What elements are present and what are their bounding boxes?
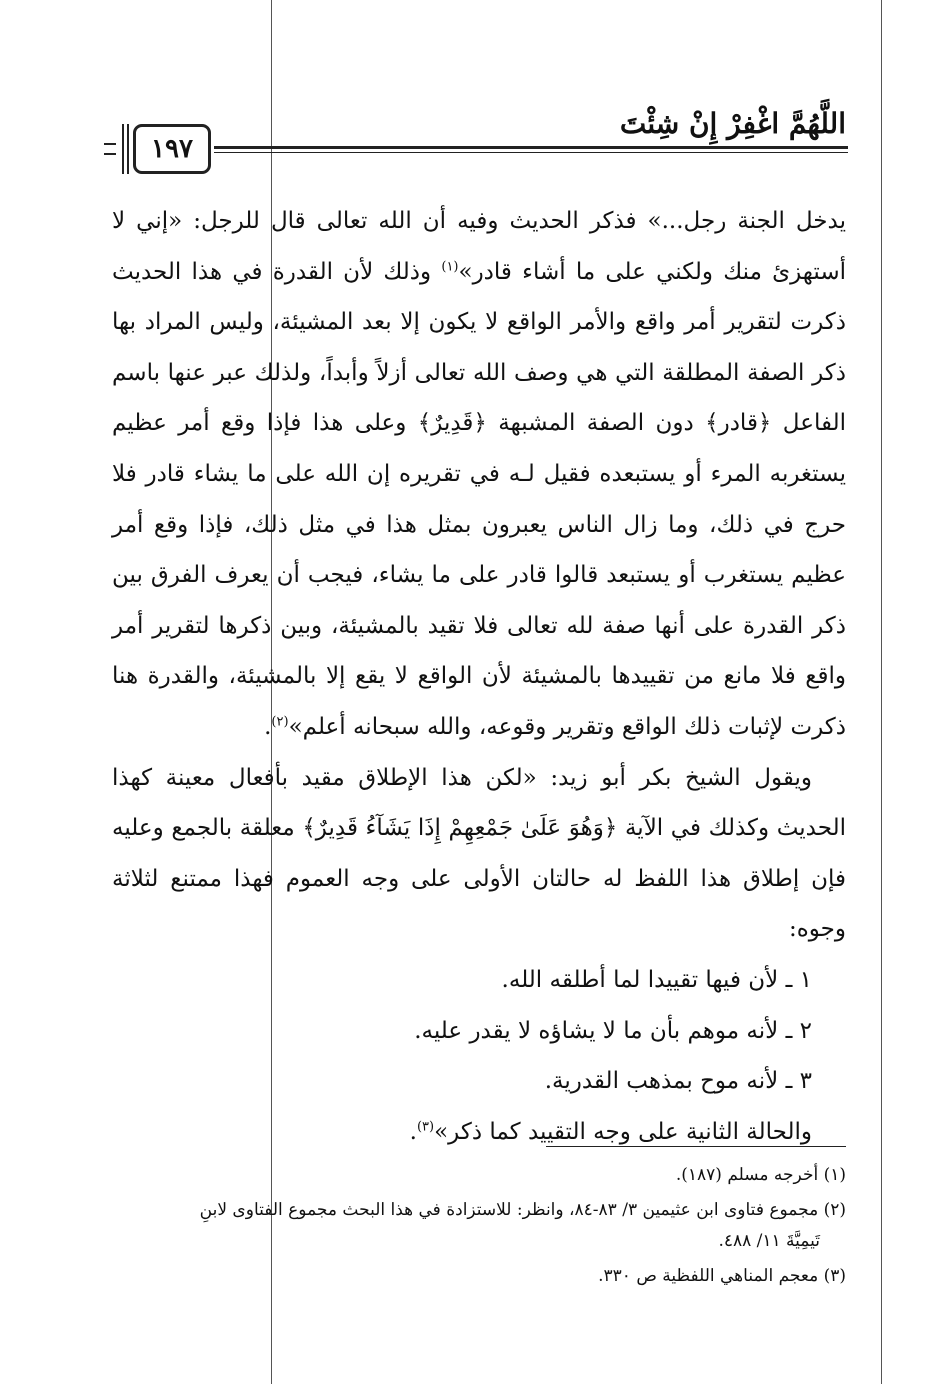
header-rule-thin — [214, 152, 848, 153]
list-item: ١ ـ لأن فيها تقييدا لما أطلقه الله. — [501, 966, 812, 993]
running-header-title: اللَّهُمَّ اغْفِرْ إِنْ شِئْتَ — [619, 107, 846, 140]
page-edge-line — [881, 0, 882, 1384]
text-run: . — [264, 713, 272, 740]
footnote: (١) أخرجه مسلم (١٨٧). — [675, 1165, 846, 1185]
header-ornament — [104, 143, 116, 145]
footnote-ref: (١) — [441, 258, 459, 274]
header-rule — [214, 146, 848, 149]
page-number-bracket — [122, 124, 124, 174]
page-number: ١٩٧ — [133, 124, 211, 174]
footnote-ref: (٢) — [271, 714, 289, 730]
list-item: ٣ ـ لأنه موح بمذهب القدرية. — [544, 1068, 812, 1095]
footnote: (٢) مجموع فتاوى ابن عثيمين ٣/ ٨٣-٨٤، وانظر: للاستزادة في هذا البحث مجموع الفتاوى لابنِ — [199, 1200, 846, 1220]
footnote-continuation: تَيمِيَّةَ ١١/ ٤٨٨. — [718, 1231, 820, 1251]
text-run: يدخل الجنة رجل...» فذكر الحديث وفيه أن الله تعالى قال للرجل: «إني لا أستهزئ منك ولكني على ما أشاء قادر» — [112, 208, 846, 285]
header-ornament — [104, 153, 116, 155]
text-run: والحالة الثانية على وجه التقييد كما ذكر» — [434, 1118, 812, 1145]
page-number-bracket — [127, 124, 129, 174]
footnote-ref: (٣) — [416, 1119, 435, 1135]
list-item: ٢ ـ لأنه موهم بأن ما لا يشاؤه لا يقدر عليه. — [414, 1017, 812, 1044]
paragraph — [112, 196, 846, 753]
main-text — [112, 196, 846, 1157]
paragraph — [112, 1107, 846, 1158]
footnote: (٣) معجم المناهي اللفظية ص ٣٣٠. — [598, 1266, 846, 1286]
footnotes — [112, 1160, 846, 1296]
paragraph: ويقول الشيخ بكر أبو زيد: «لكن هذا الإطلاق مقيد بأفعال معينة كهذا الحديث وكذلك في الآية ﴿وَهُوَ عَلَىٰ جَمْعِهِمْ إِذَا يَشَآءُ قَدِيرٌ﴾ معلقة بالجمع وعليه فإن إطلاق هذا اللفظ له حالتان الأولى على وجه العموم فهذا ممتنع لثلاثة وجوه: — [112, 764, 846, 943]
footnote-separator — [546, 1146, 846, 1147]
text-run: . — [409, 1118, 417, 1145]
text-run: وذلك لأن القدرة في هذا الحديث ذكرت لتقرير أمر واقع والأمر الواقع لا يكون إلا بعد المشيئة، وليس المراد بها ذكر الصفة المطلقة التي هي وصف الله تعالى أزلاً وأبداً، ولذلك عبر عنها باسم الفاعل ﴿قادر﴾ دون الصفة المشبهة ﴿قَدِيرٌ﴾ وعلى هذا فإذا وقع أمر عظيم يستغربه المرء أو يستبعده فقيل لـه في تقريره إن الله على ما يشاء قادر فلا حرج في ذلك، وما زال الناس يعبرون بمثل هذا في مثل ذلك، فإذا وقع أمر عظيم يستغرب أو يستبعد قالوا قادر على ما يشاء، فيجب أن يعرف الفرق بين ذكر القدرة على أنها صفة لله تعالى فلا تقيد بالمشيئة، وبين ذكرها لتقرير أمر واقع فلا مانع من تقييدها بالمشيئة لأن الواقع لا يقع إلا بالمشيئة، والقدرة هنا ذكرت لإثبات ذلك الواقع وتقرير وقوعه، والله سبحانه أعلم» — [112, 258, 846, 740]
